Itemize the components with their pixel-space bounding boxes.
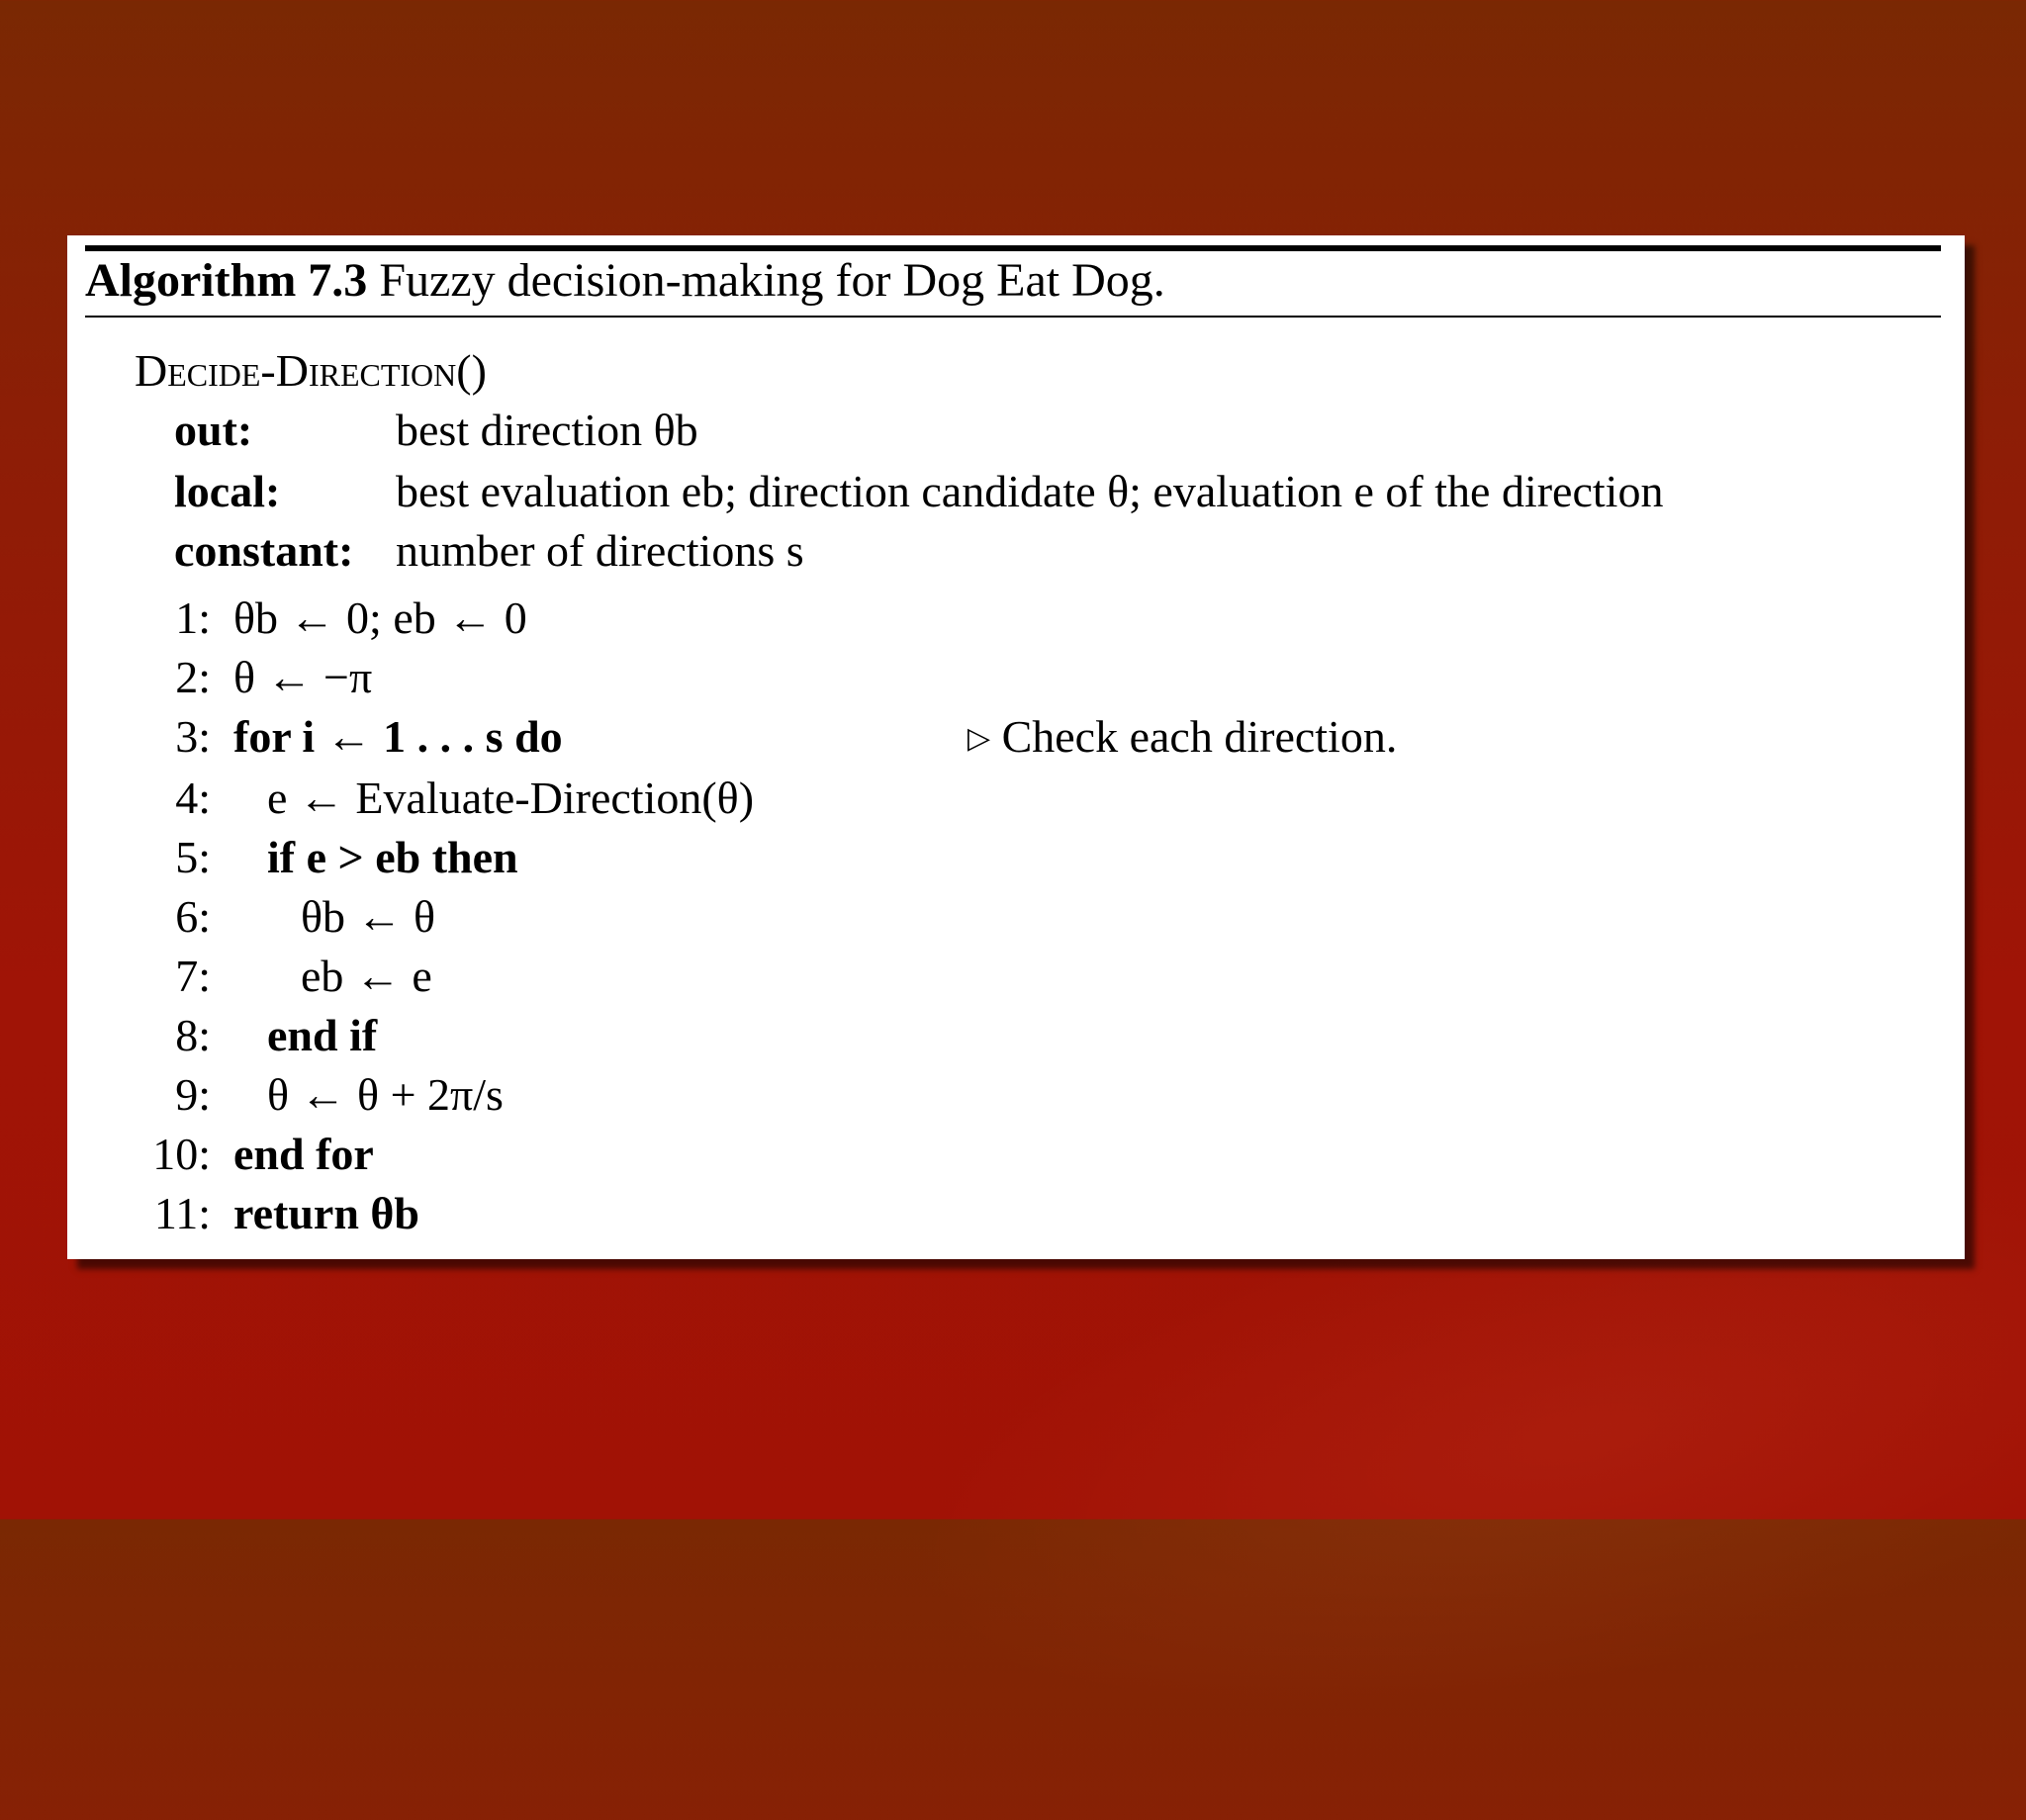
line-number: 3: <box>175 711 211 762</box>
code-line: if e > eb then <box>267 832 518 882</box>
code-line: eb ← e <box>301 951 432 1001</box>
line-number: 4: <box>175 773 211 823</box>
decl-text-out: best direction θb <box>396 405 698 455</box>
code-comment <box>967 710 1397 763</box>
code-line: return θb <box>233 1188 419 1238</box>
code-line: e ← Evaluate-Direction(θ) <box>267 773 755 823</box>
procedure-name: Decide-Direction() <box>135 345 487 396</box>
decl-label-constant: constant: <box>174 525 354 576</box>
comment-triangle-icon: ▷ <box>967 722 991 755</box>
decl-label-out: out: <box>174 405 253 455</box>
code-line: end if <box>267 1010 378 1060</box>
top-rule <box>85 245 1941 251</box>
algorithm-title: Fuzzy decision-making for Dog Eat Dog. <box>379 254 1165 307</box>
code-line: end for <box>233 1129 374 1179</box>
line-number: 2: <box>175 652 211 702</box>
line-number: 11: <box>153 1188 211 1238</box>
line-number: 10: <box>152 1129 211 1179</box>
line-number: 6: <box>175 891 211 942</box>
line-number: 7: <box>175 951 211 1001</box>
comment-text: Check each direction. <box>1001 711 1398 762</box>
code-line: for i ← 1 . . . s do <box>233 711 563 762</box>
caption-rule <box>85 316 1941 318</box>
algorithm-caption <box>85 253 1165 308</box>
line-number: 8: <box>175 1010 211 1060</box>
decl-text-local: best evaluation eb; direction candidate θ; evaluation e of the direction <box>396 466 1664 516</box>
code-line: θb ← 0; eb ← 0 <box>233 592 527 643</box>
decl-text-constant: number of directions s <box>396 525 804 576</box>
algorithm-panel <box>67 235 1965 1259</box>
code-line: θb ← θ <box>301 891 436 942</box>
line-number: 5: <box>175 832 211 882</box>
algorithm-label: Algorithm 7.3 <box>85 254 368 307</box>
line-number: 1: <box>175 592 211 643</box>
code-line: θ ← −π <box>233 652 373 702</box>
line-number: 9: <box>175 1069 211 1120</box>
decl-label-local: local: <box>174 466 281 516</box>
code-line: θ ← θ + 2π/s <box>267 1069 504 1120</box>
